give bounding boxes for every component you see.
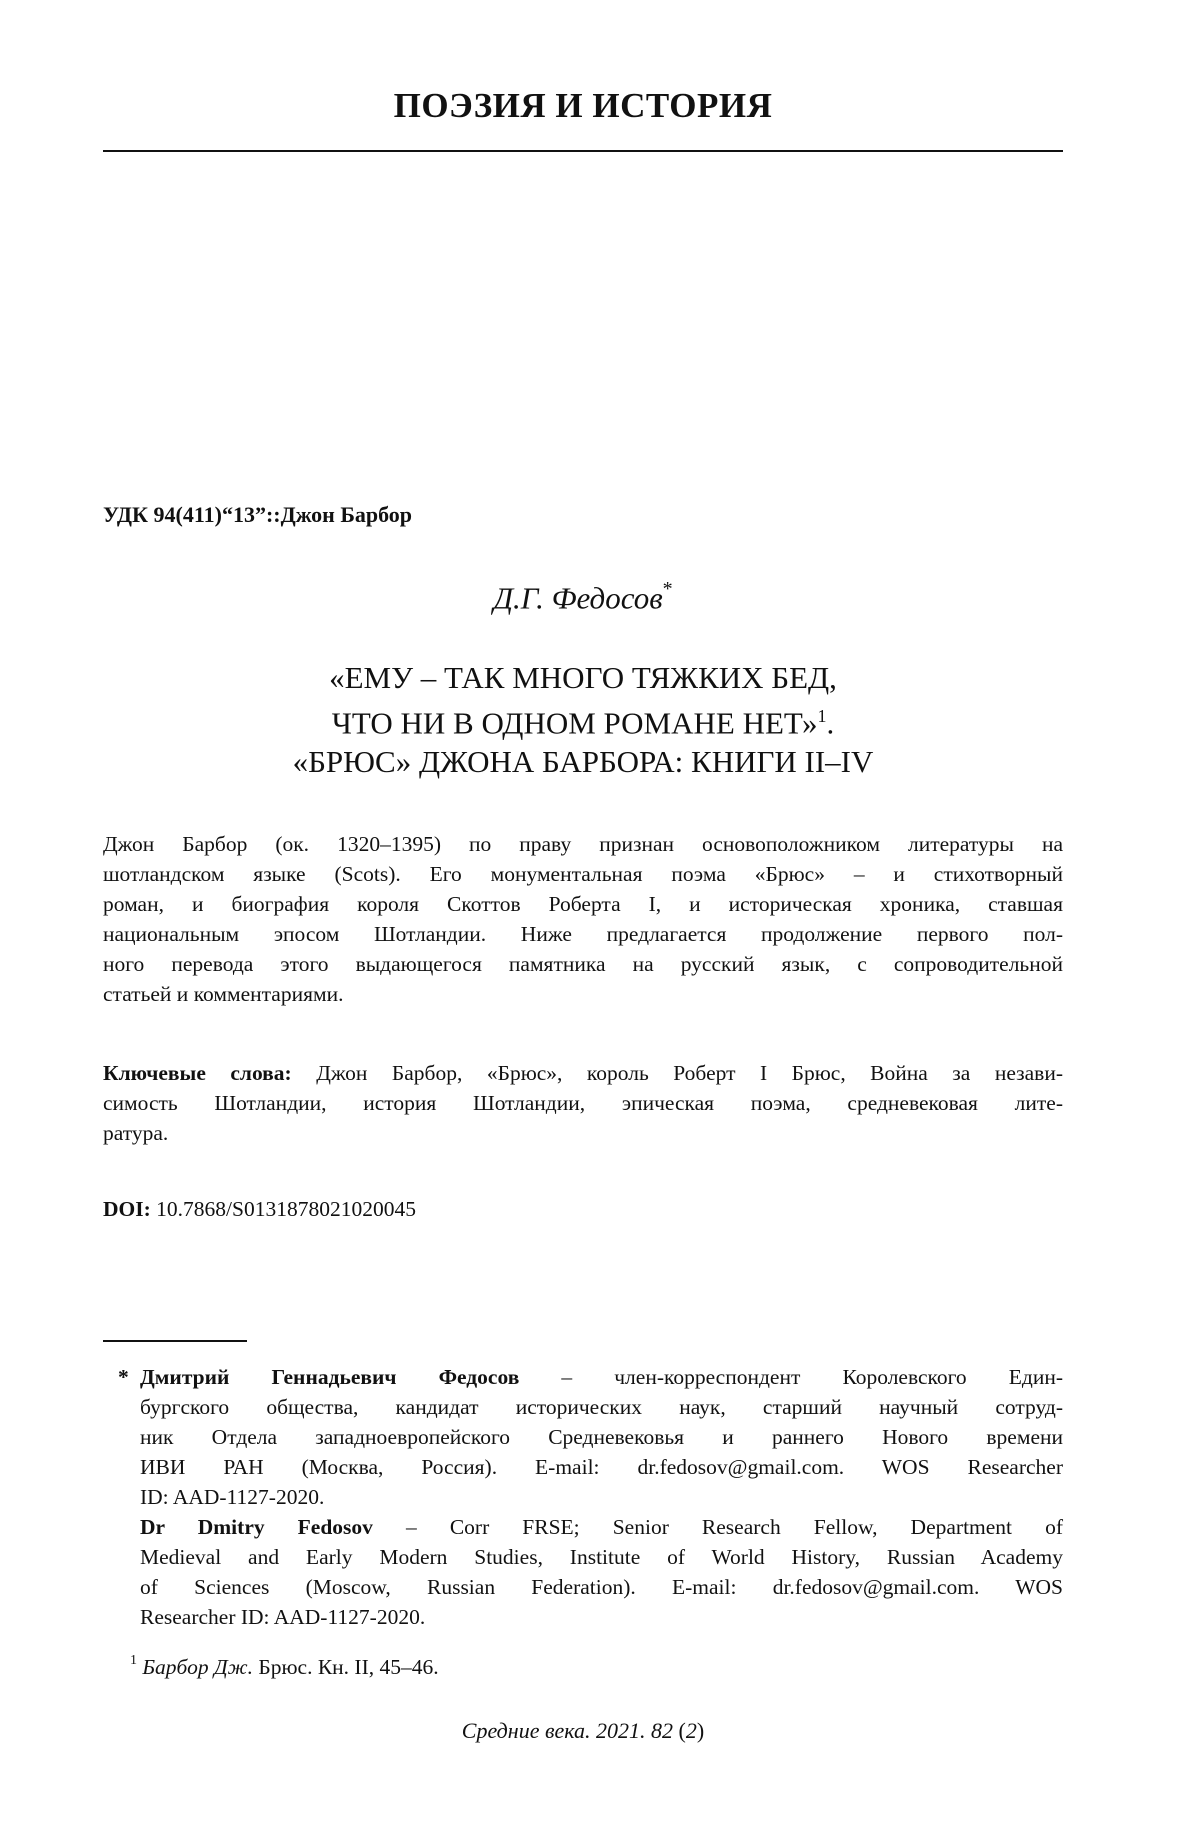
doi [103, 1194, 1063, 1224]
footnote-line: ник Отдела западноевропейского Средневековья и раннего Нового времени [140, 1425, 1063, 1449]
abstract-line: национальным эпосом Шотландии. Ниже предлагается продолжение первого пол- [103, 922, 1063, 946]
title-line-2: ЧТО НИ В ОДНОМ РОМАНЕ НЕТ»$^1$. [331, 705, 835, 741]
footnote-line: ИВИ РАН (Москва, Россия). E-mail: dr.fedosov@gmail.com. WOS Researcher [140, 1455, 1063, 1479]
footnote-line: Researcher ID: AAD-1127-2020. [140, 1605, 426, 1629]
journal-name: Средние века. 2021. 82 [461, 1718, 674, 1743]
footnote-line: Medieval and Early Modern Studies, Institute of World History, Russian Academy [140, 1545, 1063, 1569]
footnote-body [140, 1362, 1063, 1632]
footnote-line: бургского общества, кандидат исторических наук, старший научный сотруд- [140, 1395, 1063, 1419]
journal-citation: Средние века. 2021. 82 (2) [461, 1718, 705, 1743]
doi-label: DOI: [103, 1197, 151, 1221]
footnote-line: Дмитрий Геннадьевич Федосов – член-корреспондент Королевского Един- [140, 1365, 1064, 1389]
section-divider [103, 150, 1063, 152]
keywords [103, 1058, 1063, 1148]
footnote-1 [130, 1648, 1060, 1682]
abstract-line: Джон Барбор (ок. 1320–1395) по праву признан основоположником литературы на [103, 832, 1063, 856]
abstract-line: роман, и биография короля Скоттов Роберта I, и историческая хроника, ставшая [103, 892, 1063, 916]
keywords-label: Ключевые слова: [103, 1061, 292, 1085]
footnote-1-author: Барбор Дж. [142, 1655, 254, 1680]
title-line-1: «ЕМУ – ТАК МНОГО ТЯЖКИХ БЕД, [329, 660, 837, 695]
udk-code: УДК 94(411)“13”::Джон Барбор [103, 502, 413, 527]
section-title: ПОЭЗИЯ И ИСТОРИЯ [393, 86, 773, 125]
footnote-author [118, 1362, 1063, 1632]
keywords-line: симость Шотландии, история Шотландии, эпическая поэма, средневековая лите- [103, 1091, 1063, 1115]
footnote-line: ID: AAD-1127-2020. [140, 1485, 325, 1509]
title-footnote-marker: 1 [817, 706, 827, 726]
footnote-author-name-en: Dr Dmitry Fedosov [140, 1515, 373, 1539]
footnote-marker: * [118, 1365, 129, 1389]
author-byline [103, 580, 1063, 616]
footnote-1-marker: 1 [130, 1653, 137, 1668]
keywords-line: ратура. [103, 1121, 169, 1145]
journal-issue: 2 [685, 1718, 697, 1743]
title-line-3: «БРЮС» ДЖОНА БАРБОРА: КНИГИ II–IV [292, 744, 874, 780]
footnote-line: Dr Dmitry Fedosov – Corr FRSE; Senior Research Fellow, Department of [140, 1515, 1064, 1539]
doi-value: 10.7868/S0131878021020045 [150, 1197, 416, 1221]
author-name: Д.Г. Федосов [493, 580, 663, 616]
keywords-line: Ключевые слова: Джон Барбор, «Брюс», король Роберт I Брюс, Война за незави- [103, 1061, 1063, 1085]
footnote-1-text: Брюс. Кн. II, 45–46. [253, 1655, 439, 1680]
abstract [103, 829, 1063, 1009]
abstract-line: шотландском языке (Scots). Его монументальная поэма «Брюс» – и стихотворный [103, 862, 1063, 886]
author-footnote-marker: * [662, 578, 673, 600]
abstract-line: статьей и комментариями. [103, 982, 344, 1006]
article-title [103, 658, 1063, 781]
footnote-author-name-ru: Дмитрий Геннадьевич Федосов [140, 1365, 520, 1389]
footnote-line: of Sciences (Moscow, Russian Federation). E-mail: dr.fedosov@gmail.com. WOS [140, 1575, 1063, 1599]
footnote-divider [103, 1340, 247, 1342]
abstract-line: ного перевода этого выдающегося памятника на русский язык, с сопроводительной [103, 952, 1063, 976]
